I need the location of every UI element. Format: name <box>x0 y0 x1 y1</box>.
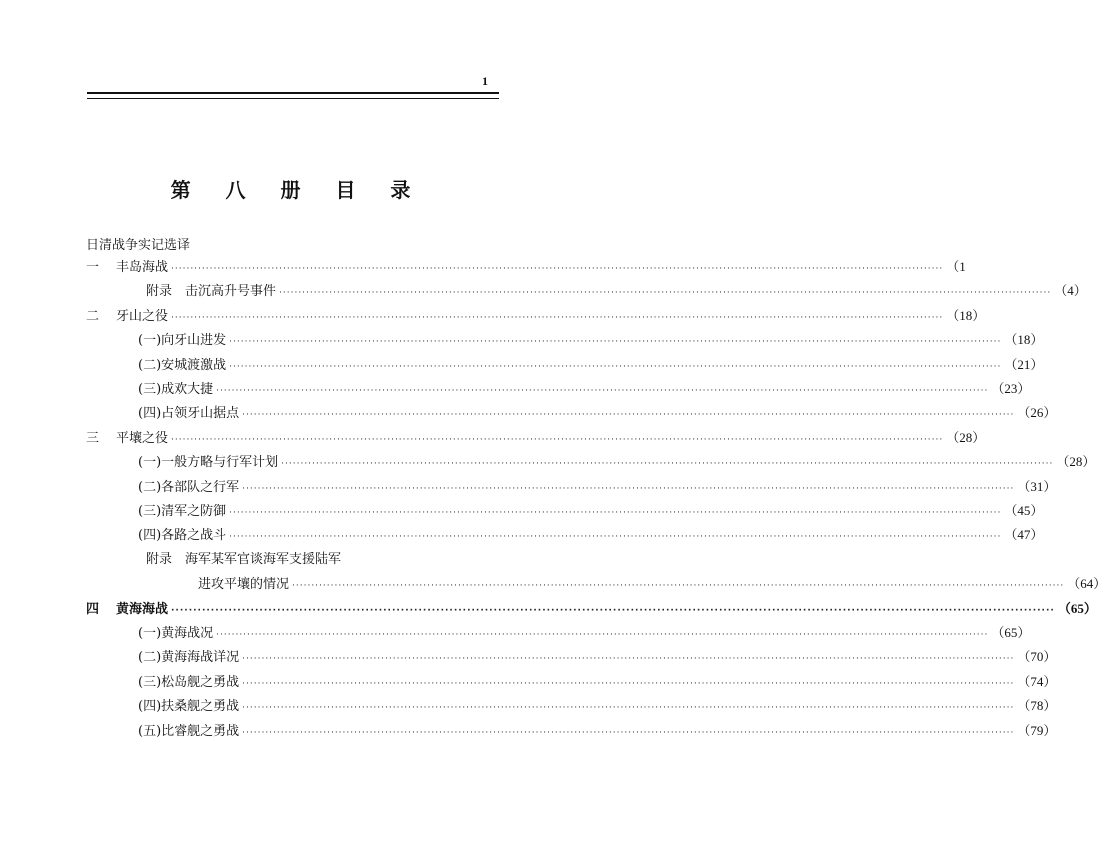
toc-entry-page: （28） <box>946 429 986 445</box>
toc-entry-leader-dots: ········································································································································································································ <box>242 727 1015 738</box>
toc-entry <box>86 500 1044 522</box>
toc-entry-label: (一)向牙山进发 <box>138 333 227 349</box>
toc-entry-number: 三 <box>86 430 100 446</box>
toc-entry-label: (二)安城渡激战 <box>138 357 227 373</box>
toc-entry <box>86 671 1057 693</box>
toc-entry-label: (四)扶桑舰之勇战 <box>138 699 240 715</box>
toc-entry-leader-dots: ········································································································································································································ <box>229 532 1002 543</box>
toc-entry <box>86 329 1044 351</box>
toc-entry-page: （45） <box>1004 503 1044 518</box>
toc-entry-number: 一 <box>86 260 100 275</box>
toc-entry <box>86 451 1096 473</box>
toc-entry <box>86 524 1044 546</box>
toc-entry-label: 黄海海战 <box>116 601 169 617</box>
toc-entry-leader-dots: ········································································································································································································ <box>216 386 989 396</box>
toc-entry <box>86 378 1031 400</box>
toc-entry-page: （47） <box>1004 527 1044 543</box>
toc-entry-leader-dots: ········································································································································································································ <box>229 361 1002 372</box>
toc-entry-leader-dots: ········································································································································································································ <box>216 630 989 640</box>
toc-entry-label: (三)松岛舰之勇战 <box>138 674 240 690</box>
toc-entry <box>86 305 986 327</box>
toc-entry-leader-dots: ········································································································································································································ <box>171 312 944 323</box>
toc-entry-label: (三)成欢大捷 <box>138 382 214 397</box>
toc-entry-page: （78） <box>1017 698 1057 714</box>
toc-entry-page: （21） <box>1004 356 1044 372</box>
toc-entry-leader-dots: ········································································································································································································ <box>171 434 944 445</box>
toc-entry-number: 二 <box>86 308 100 324</box>
toc-entry <box>86 256 966 278</box>
toc-entry-label: (四)各路之战斗 <box>138 528 227 544</box>
toc-entry-page: （64） <box>1067 576 1106 592</box>
header-rule <box>87 92 499 99</box>
toc-entry <box>86 280 1087 302</box>
toc-entry-page: （18） <box>1004 332 1044 348</box>
toc-entry-label: (二)各部队之行军 <box>138 479 240 495</box>
page-number: 1 <box>482 74 488 88</box>
toc-entry-page: （31） <box>1017 478 1057 494</box>
toc-entry-leader-dots: ········································································································································································································ <box>281 459 1054 470</box>
toc-entry-leader-dots: ········································································································································································································ <box>279 288 1052 299</box>
toc-entry-page: （79） <box>1017 722 1057 738</box>
toc-entry-label: (一)一般方略与行军计划 <box>138 455 279 471</box>
toc-entry-leader-dots: ········································································································································································································ <box>229 508 1002 518</box>
toc-entry-leader-dots: ········································································································································································································ <box>171 605 1055 616</box>
toc-entry-leader-dots: ········································································································································································································ <box>292 581 1065 592</box>
toc-entry <box>86 598 1097 620</box>
toc-entry-label: (四)占领牙山据点 <box>138 406 240 422</box>
toc-entry-label: 附录 击沉高升号事件 <box>146 284 277 300</box>
toc-entry-number: 四 <box>86 601 100 617</box>
toc-entry-label: (五)比睿舰之勇战 <box>138 723 240 739</box>
toc-entry-page: （74） <box>1017 673 1057 689</box>
toc-entry-leader-dots: ········································································································································································································ <box>242 654 1015 665</box>
toc-entry <box>86 720 1057 742</box>
toc-entry-page: （1 <box>946 259 966 274</box>
toc-entry-label: 丰岛海战 <box>116 260 169 275</box>
toc-entry-page: （65） <box>1057 600 1097 616</box>
toc-entry-page: （23） <box>991 381 1031 396</box>
toc-entry-leader-dots: ········································································································································································································ <box>242 678 1015 689</box>
toc-entry <box>86 622 1031 644</box>
toc-entry-page: （70） <box>1017 649 1057 665</box>
toc-entry-page: （4） <box>1054 283 1087 299</box>
toc-entry-label: (一)黄海战况 <box>138 626 214 641</box>
toc-entry <box>86 695 1057 717</box>
toc-entry-label: (三)清军之防御 <box>138 504 227 519</box>
toc-entry-page: （65） <box>991 625 1031 640</box>
toc-entry <box>86 427 986 449</box>
toc-entry-leader-dots: ········································································································································································································ <box>242 703 1015 714</box>
toc-entry-label: 附录 海军某军官谈海军支援陆军 <box>146 551 342 567</box>
toc-entry <box>86 476 1057 498</box>
toc-entry-label: 平壤之役 <box>116 430 169 446</box>
toc-entry-page: （28） <box>1056 454 1096 470</box>
toc-entry-label: 进攻平壤的情况 <box>198 577 290 593</box>
toc-entry-leader-dots: ········································································································································································································ <box>242 410 1015 421</box>
toc-entry <box>86 573 1106 595</box>
toc-entry-leader-dots: ········································································································································································································ <box>242 483 1015 494</box>
toc-entry-label: 牙山之役 <box>116 308 169 324</box>
page-title: 第 八 册 目 录 <box>170 178 425 202</box>
toc-entry-leader-dots: ········································································································································································································ <box>229 337 1002 348</box>
toc-entry <box>86 354 1044 376</box>
toc-entry <box>86 549 500 571</box>
section-title: 日清战争实记选译 <box>86 238 191 253</box>
toc-entry-page: （26） <box>1017 405 1057 421</box>
toc-entry-label: (二)黄海海战详况 <box>138 650 240 666</box>
toc-entry <box>86 402 1057 424</box>
toc-entry-leader-dots: ········································································································································································································ <box>171 264 944 274</box>
toc-entry-page: （18） <box>946 307 986 323</box>
toc-entry <box>86 646 1057 668</box>
